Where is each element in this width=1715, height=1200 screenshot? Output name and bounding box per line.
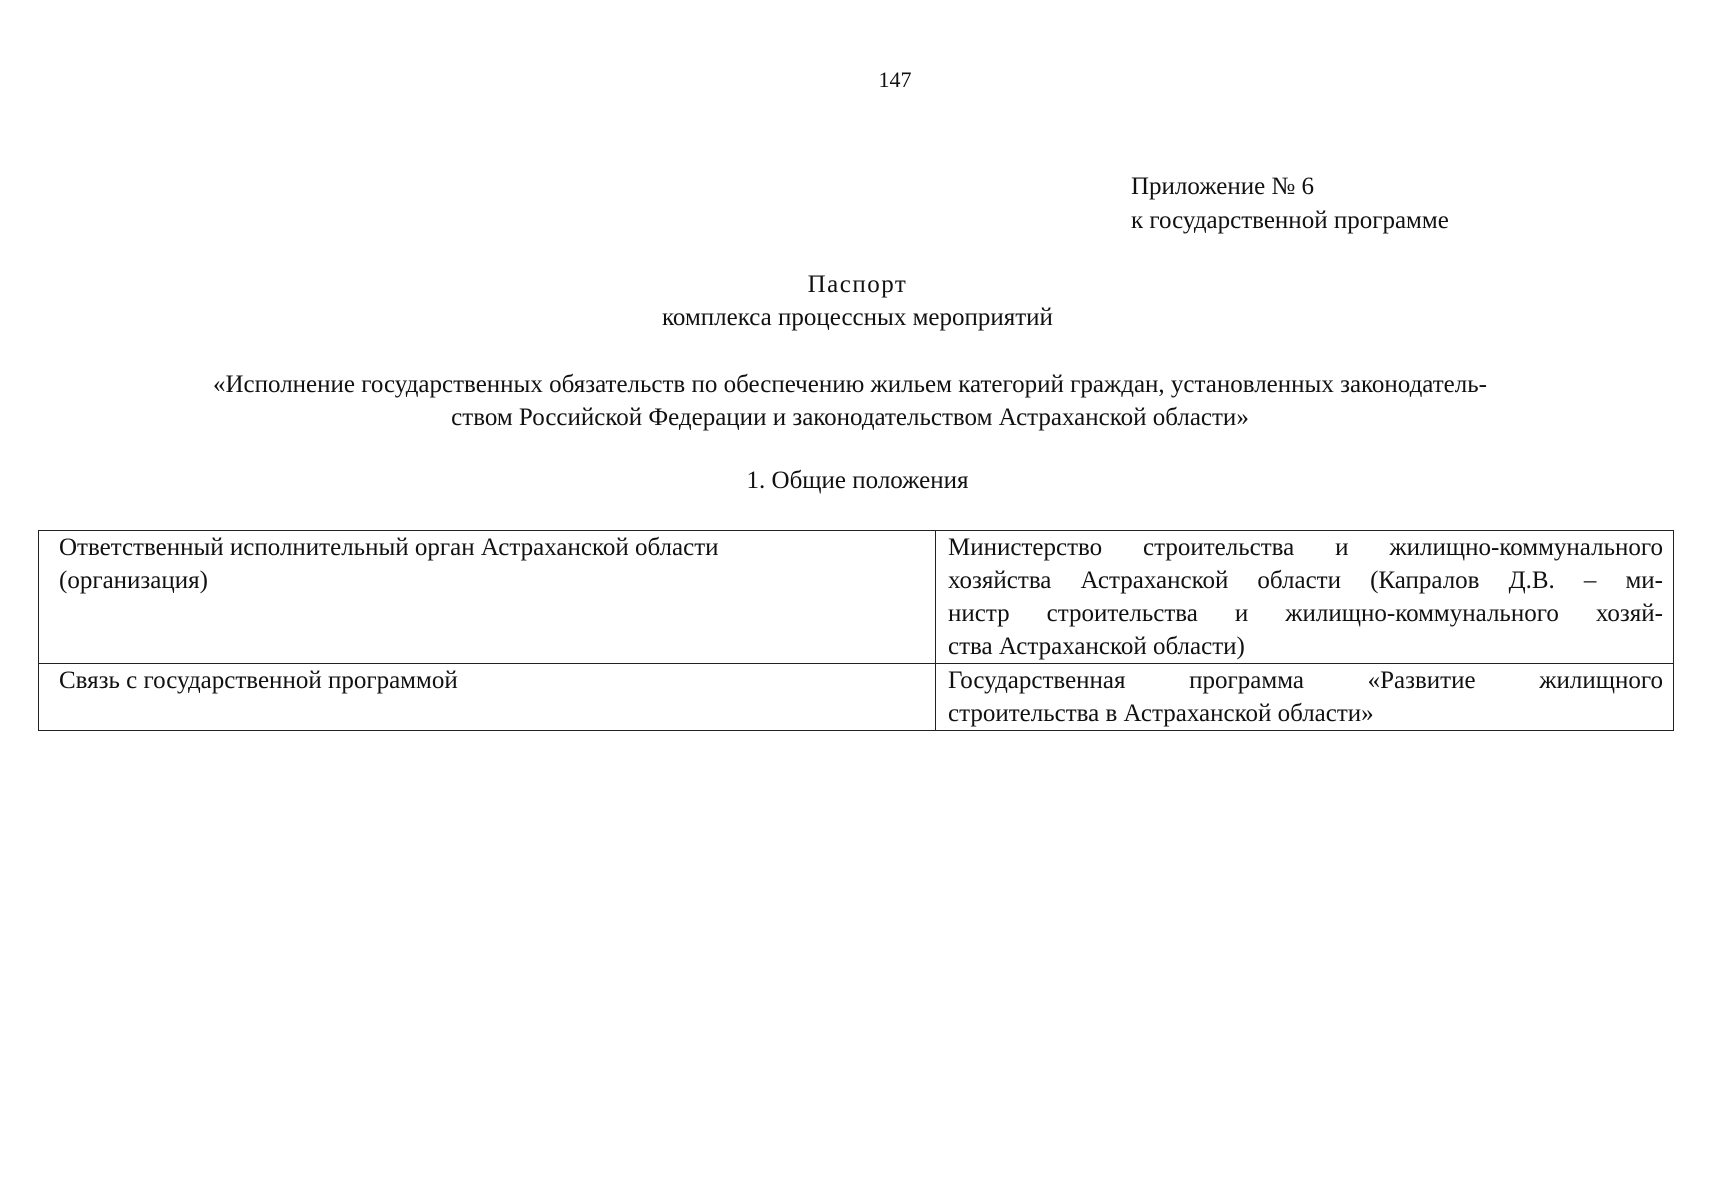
section-heading: 1. Общие положения (746, 467, 969, 494)
row-label-program-link (39, 664, 936, 731)
page-number: 147 (878, 67, 912, 92)
general-provisions-table (38, 530, 1674, 731)
passport-heading: Паспорт (807, 271, 908, 298)
value-line: Государственная программа «Развитие жилищного (948, 667, 1663, 694)
value-line: строительства в Астраханской области» (948, 700, 1374, 727)
program-name (60, 368, 1640, 434)
table-row (39, 664, 1674, 731)
label-line: (организация) (59, 567, 208, 594)
appendix-program-reference: к государственной программе (1131, 207, 1449, 234)
row-value-responsible-body (936, 531, 1674, 664)
program-name-line-2: ством Российской Федерации и законодательством Астраханской области» (451, 404, 1249, 431)
value-line: нистр строительства и жилищно-коммунального хозяй- (948, 600, 1663, 627)
label-line: Ответственный исполнительный орган Астраханской области (59, 534, 719, 561)
value-line: хозяйства Астраханской области (Капралов Д.В. – ми- (948, 567, 1663, 594)
program-name-line-1: «Исполнение государственных обязательств по обеспечению жильем категорий граждан, установленных законодатель- (213, 371, 1487, 398)
document-title (0, 268, 1715, 334)
passport-subheading: комплекса процессных мероприятий (662, 304, 1053, 331)
row-label-responsible-body (39, 531, 936, 664)
appendix-number: Приложение № 6 (1131, 173, 1315, 200)
label-line: Связь с государственной программой (59, 667, 458, 694)
value-line: Министерство строительства и жилищно-коммунального (948, 534, 1663, 561)
value-line: ства Астраханской области) (948, 633, 1245, 660)
table-row (39, 531, 1674, 664)
appendix-reference (1131, 170, 1449, 238)
row-value-program-link (936, 664, 1674, 731)
